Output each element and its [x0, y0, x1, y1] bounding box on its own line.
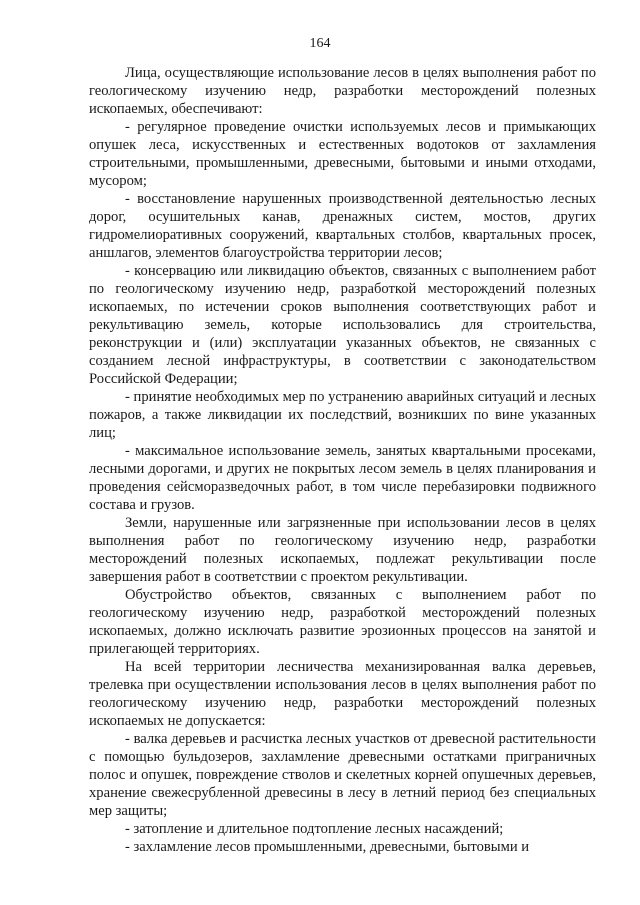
list-item: - захламление лесов промышленными, древесными, бытовыми и: [125, 839, 530, 855]
list-item: - валка деревьев и расчистка лесных участков от древесной растительности с помощью бульдозеров, захламление древесными остатками приграничных полос и опушек, повреждение стволов и скелетных корней опушечных деревьев, хранение свежесрубленной древесины в лесу в летний период без специальных мер защиты;: [89, 731, 596, 819]
list-item: - затопление и длительное подтопление лесных насаждений;: [125, 821, 504, 837]
paragraph: Обустройство объектов, связанных с выполнением работ по геологическому изучению недр, разработкой месторождений полезных ископаемых, должно исключать развитие эрозионных процессов на занятой и прилегающей территориях.: [89, 587, 596, 657]
list-item: - максимальное использование земель, занятых квартальными просеками, лесными дорогами, и других не покрытых лесом земель в целях планирования и проведения сейсморазведочных работ, в том числе перебазировки подвижного состава и грузов.: [89, 443, 596, 513]
paragraph: Лица, осуществляющие использование лесов в целях выполнения работ по геологическому изучению недр, разработки месторождений полезных ископаемых, обеспечивают:: [89, 65, 596, 117]
list-item: - принятие необходимых мер по устранению аварийных ситуаций и лесных пожаров, а также ликвидации их последствий, возникших по вине указанных лиц;: [89, 389, 596, 441]
list-item: - восстановление нарушенных производственной деятельностью лесных дорог, осушительных канав, дренажных систем, мостов, других гидромелиоративных сооружений, квартальных столбов, квартальных просек, аншлагов, элементов благоустройства территории лесов;: [89, 191, 596, 261]
paragraph: На всей территории лесничества механизированная валка деревьев, трелевка при осуществлении использования лесов в целях выполнения работ по геологическому изучению недр, разработки месторождений полезных ископаемых не допускается:: [89, 659, 596, 729]
list-item: - регулярное проведение очистки используемых лесов и примыкающих опушек леса, искусственных и естественных водотоков от захламления строительными, промышленными, древесными, бытовыми и иными отходами, мусором;: [89, 119, 596, 189]
page-number: 164: [309, 36, 331, 51]
paragraph: Земли, нарушенные или загрязненные при использовании лесов в целях выполнения работ по геологическому изучению недр, разработки месторождений полезных ископаемых, подлежат рекультивации после завершения работ в соответствии с проектом рекультивации.: [89, 515, 596, 585]
text-body: [89, 64, 596, 856]
list-item: - консервацию или ликвидацию объектов, связанных с выполнением работ по геологическому изучению недр, разработкой месторождений полезных ископаемых, по истечении сроков выполнения соответствующих работ и рекультивацию земель, которые использовались для строительства, реконструкции и (или) эксплуатации указанных объектов, не связанных с созданием лесной инфраструктуры, в соответствии с законодательством Российской Федерации;: [89, 263, 596, 387]
